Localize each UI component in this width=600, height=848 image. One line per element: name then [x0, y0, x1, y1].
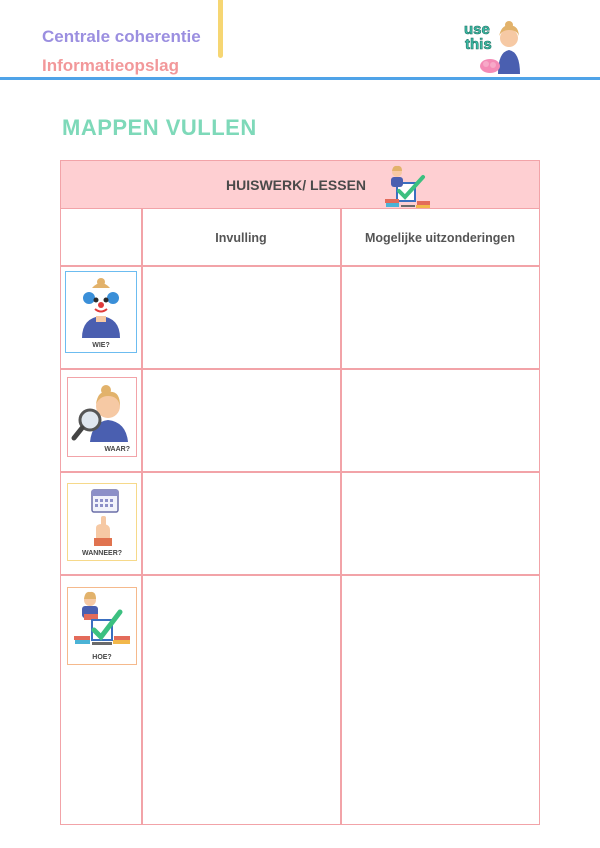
homework-table: [60, 160, 540, 825]
column-divider-2: [340, 209, 342, 824]
row-card-hoe: [67, 587, 137, 665]
band-label: HUISWERK/ LESSEN: [226, 177, 367, 193]
page-header: [0, 0, 600, 82]
table-band-huiswerk: [61, 161, 539, 209]
checklist-avatar-icon: [68, 588, 136, 652]
header-divider: [0, 77, 600, 80]
checklist-reading-icon: [383, 163, 433, 209]
magnifier-avatar-icon: [68, 378, 136, 444]
column-header-invulling: Invulling: [215, 231, 267, 245]
header-title-informatieopslag: Informatieopslag: [42, 56, 179, 75]
row-card-waar: [67, 377, 137, 457]
use-this-logo-icon: [462, 16, 528, 76]
row-divider-waar: [61, 471, 539, 473]
calendar-finger-icon: [68, 484, 136, 548]
header-title-centrale-coherentie: Centrale coherentie: [42, 27, 201, 46]
header-accent-bar: [218, 0, 223, 58]
row-card-wanneer: [67, 483, 137, 561]
row-label-wie: WIE?: [92, 342, 110, 349]
row-divider-wanneer: [61, 574, 539, 576]
row-divider-wie: [61, 368, 539, 370]
row-label-wanneer: WANNEER?: [81, 550, 123, 557]
svg-text:this: this: [465, 36, 492, 53]
column-divider-1: [141, 209, 143, 824]
page-title: MAPPEN VULLEN: [62, 115, 257, 140]
row-divider-header: [61, 265, 539, 267]
row-card-wie: [65, 271, 137, 353]
column-header-uitzonderingen: Mogelijke uitzonderingen: [364, 231, 515, 245]
row-label-waar: WAAR?: [104, 446, 130, 453]
svg-text:use: use: [464, 21, 490, 38]
row-label-hoe: HOE?: [92, 654, 112, 661]
clown-avatar-icon: [66, 272, 136, 342]
